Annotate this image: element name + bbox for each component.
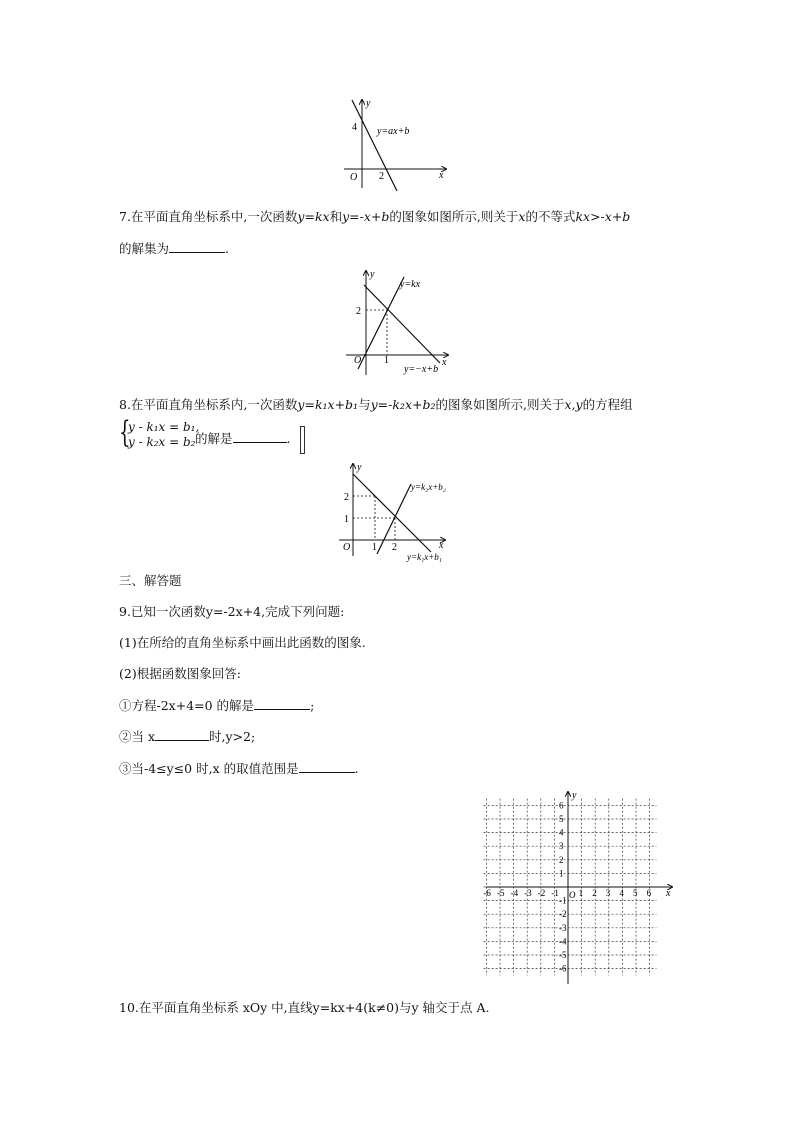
y-axis-label: y — [370, 269, 375, 280]
origin-label: O — [569, 890, 576, 900]
line-label: y=ax+b — [377, 126, 410, 137]
origin-label: O — [343, 542, 351, 553]
answer-blank — [155, 728, 209, 741]
x-tick-label: -2 — [537, 888, 546, 898]
y-axis-label: y — [357, 462, 362, 473]
x-tick-label: 6 — [646, 888, 652, 898]
x2-label: 2 — [392, 542, 397, 553]
x1-label: 1 — [372, 542, 377, 553]
y2-label: 2 — [344, 492, 349, 503]
x-axis-label: x — [666, 888, 671, 899]
section-heading: 三、解答题 — [119, 573, 182, 588]
x-tick-label: 5 — [633, 888, 638, 898]
x-axis-label: x — [442, 357, 447, 368]
y-tick-label: -2 — [559, 909, 567, 920]
x-intercept-label: 2 — [379, 171, 384, 182]
question-9-item3: ③当-4≤y≤0 时,x 的取值范围是 . — [119, 761, 359, 776]
y-tick-label: 5 — [559, 814, 564, 824]
question-7-answer-line: 的解集为 . — [119, 241, 229, 256]
y-intercept-label: 4 — [352, 122, 357, 133]
line-neg-x-plus-b — [364, 285, 440, 363]
x-tick-label: 4 — [619, 888, 624, 898]
y-tick-label: 4 — [559, 827, 564, 838]
system-answer-text: 的解是 . — [195, 431, 291, 446]
x-tick-label: -1 — [551, 888, 559, 898]
question-9-item1: ①方程-2x+4=0 的解是 ; — [119, 698, 315, 713]
y-tick-label: 6 — [559, 800, 564, 811]
y-tick-label: 3 — [559, 841, 564, 852]
origin-label: O — [354, 355, 362, 366]
y-tick-label: -6 — [559, 963, 567, 974]
question-9-stem: 9.已知一次函数y=-2x+4,完成下列问题: — [119, 604, 345, 619]
line-b-label: y=−x+b — [404, 364, 439, 375]
y-tick-label: 2 — [559, 854, 564, 865]
x-axis-label: x — [439, 540, 444, 551]
equation-row-2: y - k₂x = b₂ — [128, 435, 196, 449]
x-tick-label: -6 — [483, 888, 491, 898]
y-tick-label: -5 — [559, 950, 567, 960]
question-8: 8.在平面直角坐标系内,一次函数y=k₁x+b₁与y=-k₂x+b₂的图象如图所示,则关于x,y的方程组 — [119, 397, 633, 412]
y-tick-label: -1 — [559, 895, 567, 906]
question-9-item2: ②当 x 时,y>2; — [119, 729, 256, 744]
x-value-label: 1 — [384, 355, 389, 366]
question-9-part2: (2)根据函数图象回答: — [119, 666, 241, 681]
line-k1-label: y=k₁x+b₁ — [407, 552, 442, 562]
coordinate-grid — [482, 788, 678, 984]
figure-q7 — [340, 265, 452, 377]
answer-blank — [169, 240, 225, 253]
system-brace: { — [119, 415, 131, 450]
y-axis-label: y — [366, 98, 371, 109]
question-9-part1: (1)在所给的直角坐标系中画出此函数的图象. — [119, 635, 366, 650]
answer-blank — [299, 760, 355, 773]
y-axis-label: y — [572, 790, 577, 801]
x-tick-label: 2 — [592, 888, 597, 898]
equation-row-1: y - k₁x = b₁, — [128, 420, 200, 434]
y-value-label: 2 — [356, 306, 361, 317]
x-axis-label: x — [439, 170, 444, 181]
question-10: 10.在平面直角坐标系 xOy 中,直线y=kx+4(k≠0)与y 轴交于点 A. — [119, 1000, 490, 1015]
origin-label: O — [350, 172, 358, 183]
answer-blank — [233, 430, 287, 443]
x-tick-label: -5 — [497, 888, 505, 898]
y-tick-label: -4 — [559, 936, 567, 947]
line-kx-label: y=kx — [400, 279, 421, 290]
y-tick-label: 1 — [559, 868, 564, 879]
x-tick-label: 3 — [605, 888, 611, 898]
y-tick-label: -3 — [559, 922, 567, 933]
line-k2-label: y=k₂x+b₂ — [411, 482, 446, 492]
figure-q8 — [335, 458, 465, 564]
x-tick-label: -3 — [524, 888, 532, 898]
figure-q6 — [340, 96, 452, 192]
text-cursor-box — [300, 426, 305, 454]
answer-blank — [254, 697, 310, 710]
function-line — [352, 100, 397, 191]
y1-label: 1 — [344, 514, 349, 525]
x-tick-label: -4 — [510, 888, 519, 898]
question-7: 7.在平面直角坐标系中,一次函数y=kx和y=-x+b的图象如图所示,则关于x的不等式kx>-x+b — [119, 209, 631, 224]
x-tick-label: 1 — [578, 888, 584, 898]
